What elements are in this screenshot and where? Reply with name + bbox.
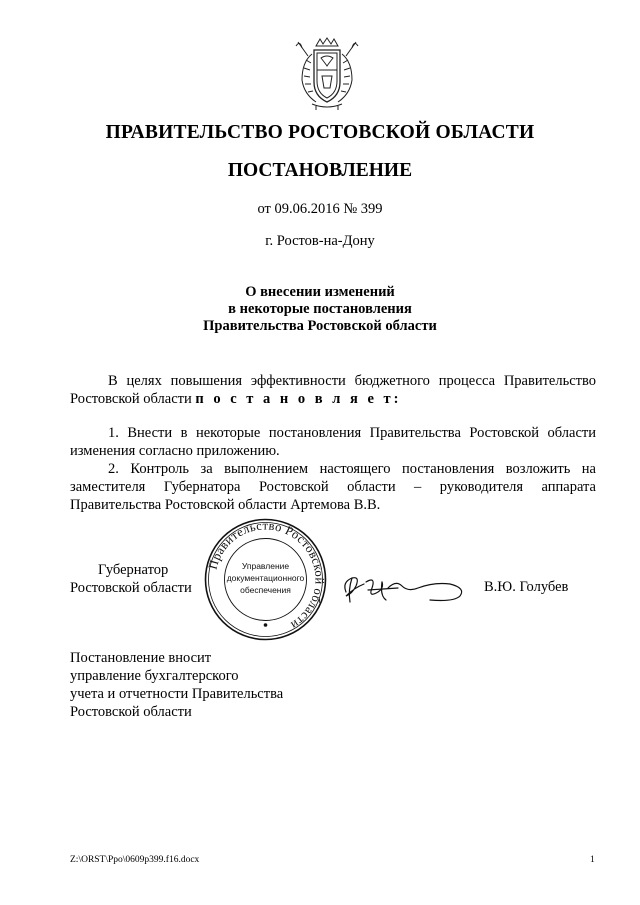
- note-line: управление бухгалтерского: [70, 668, 239, 684]
- file-path: Z:\ORST\Ppo\0609p399.f16.docx: [70, 855, 200, 865]
- stamp-center-line: обеспечения: [240, 585, 291, 595]
- subject-line: О внесении изменений: [245, 284, 395, 300]
- organization-title: ПРАВИТЕЛЬСТВО РОСТОВСКОЙ ОБЛАСТИ: [105, 122, 535, 143]
- city: г. Ростов-на-Дону: [265, 233, 375, 249]
- resolution-item: 2. Контроль за выполнением настоящего постановления возложить на заместителя Губернатора Ростовской области – руководителя аппарата Правительства Ростовской области Артемова В.В.: [70, 461, 596, 513]
- submitter-note: [70, 649, 283, 721]
- handwritten-signature: [338, 568, 468, 608]
- subject-line: Правительства Ростовской области: [203, 318, 437, 334]
- preamble-text: В целях повышения эффективности бюджетного процесса Правительство Ростовской области: [70, 373, 596, 407]
- page-number: 1: [590, 855, 595, 865]
- signatory-position: [70, 561, 192, 597]
- resolution-item: 1. Внести в некоторые постановления Правительства Ростовской области изменения согласно приложению.: [70, 425, 596, 459]
- resolves-word: п о с т а н о в л я е т:: [195, 391, 402, 407]
- signatory-name: В.Ю. Голубев: [484, 579, 569, 595]
- position-line: Ростовской области: [70, 580, 192, 596]
- note-line: Ростовской области: [70, 704, 192, 720]
- preamble-paragraph: [70, 372, 596, 408]
- position-line: Губернатор: [98, 562, 169, 578]
- note-line: учета и отчетности Правительства: [70, 686, 284, 702]
- official-stamp: [203, 517, 328, 642]
- resolution-items: [70, 424, 596, 514]
- stamp-center-line: документационного: [226, 573, 305, 583]
- document-subject: [0, 284, 640, 335]
- date-number: от 09.06.2016 № 399: [257, 201, 383, 217]
- stamp-ring-text: Правительство Ростовской области: [205, 518, 327, 633]
- subject-line: в некоторые постановления: [228, 301, 412, 317]
- document-type: ПОСТАНОВЛЕНИЕ: [227, 160, 413, 181]
- coat-of-arms-icon: [294, 36, 360, 112]
- stamp-center-line: Управление: [241, 561, 290, 571]
- note-line: Постановление вносит: [70, 650, 212, 666]
